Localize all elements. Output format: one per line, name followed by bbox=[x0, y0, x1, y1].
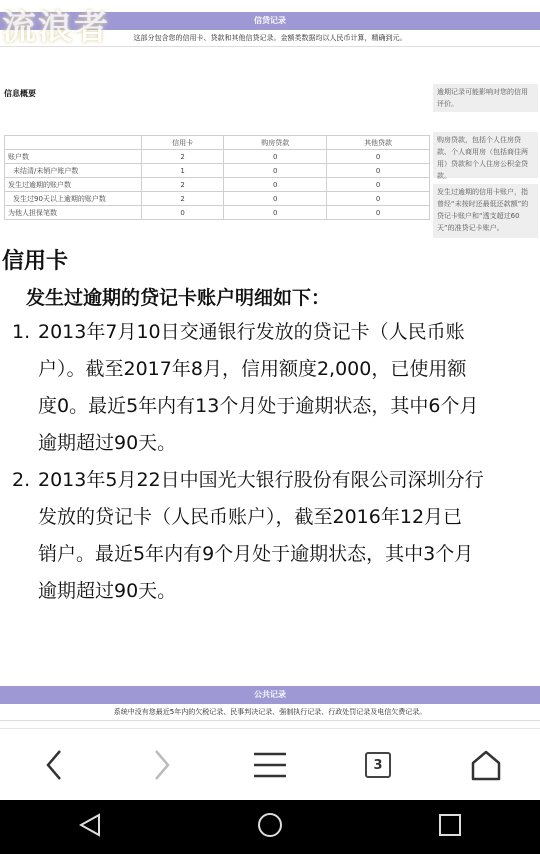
side-note-housing-loan: 购房贷款，包括个人住房贷款、个人商用房（包括商住两用）贷款和个人住房公积金贷款。 bbox=[433, 132, 538, 178]
list-item-line: 2013年5月22日中国光大银行股份有限公司深圳分行 bbox=[38, 469, 484, 491]
forward-arrow-icon bbox=[152, 748, 172, 782]
cell-value: 2 bbox=[142, 178, 224, 192]
menu-icon bbox=[253, 751, 287, 779]
row-label: 为他人担保笔数 bbox=[5, 206, 142, 220]
cell-value: 0 bbox=[224, 206, 327, 220]
side-note-overdue-accounts: 发生过逾期的信用卡账户，指曾经“未按时还最低还款额”的贷记卡账户和“透支超过60天”的准贷记卡账户。 bbox=[433, 184, 538, 238]
menu-button[interactable] bbox=[240, 735, 300, 795]
cell-value: 0 bbox=[327, 206, 430, 220]
side-note-overdue: 逾期记录可能影响对您的信用评价。 bbox=[433, 84, 538, 112]
public-records-banner: 公共记录 bbox=[0, 686, 540, 704]
nav-back-icon bbox=[77, 812, 103, 838]
overview-title: 信息概要 bbox=[4, 89, 36, 98]
watermark: 流浪者 bbox=[2, 8, 110, 48]
list-item-line: 销户。最近5年内有9个月处于逾期状态，其中3个月 bbox=[38, 543, 474, 565]
credit-records-note: 这部分包含您的信用卡、贷款和其他信贷记录。金额类数据均以人民币计算，精确到元。 bbox=[0, 30, 540, 47]
public-records-note: 系统中没有您最近5年内的欠税记录、民事判决记录、强制执行记录、行政处罚记录及电信欠费记录。 bbox=[0, 704, 540, 721]
row-label: 账户数 bbox=[5, 150, 142, 164]
row-label: 发生过逾期的账户数 bbox=[5, 178, 142, 192]
summary-header-cell: 信用卡 bbox=[142, 136, 224, 150]
list-item bbox=[38, 314, 534, 462]
summary-header-row bbox=[5, 136, 430, 150]
summary-header-cell bbox=[5, 136, 142, 150]
table-row bbox=[5, 178, 430, 192]
list-item-line: 2013年7月10日交通银行发放的贷记卡（人民币账 bbox=[38, 321, 465, 343]
list-item-line: 逾期超过90天。 bbox=[38, 432, 177, 454]
summary-header-cell: 购房贷款 bbox=[224, 136, 327, 150]
nav-recents-icon bbox=[437, 812, 463, 838]
list-item-line: 度0。最近5年内有13个月处于逾期状态，其中6个月 bbox=[38, 395, 479, 417]
cell-value: 0 bbox=[224, 164, 327, 178]
list-item-number: 2. bbox=[12, 469, 31, 491]
nav-back-button[interactable] bbox=[77, 812, 103, 842]
home-button[interactable] bbox=[456, 735, 516, 795]
cell-value: 0 bbox=[327, 192, 430, 206]
cell-value: 1 bbox=[142, 164, 224, 178]
credit-records-banner: 信贷记录 bbox=[0, 12, 540, 30]
tabs-icon: 3 bbox=[365, 752, 391, 778]
browser-toolbar bbox=[0, 728, 540, 801]
list-item-line: 发放的贷记卡（人民币账户），截至2016年12月已 bbox=[38, 506, 463, 528]
list-item-line: 逾期超过90天。 bbox=[38, 580, 177, 602]
summary-table bbox=[4, 135, 430, 220]
list-item-line: 户）。截至2017年8月，信用额度2,000，已使用额 bbox=[38, 358, 467, 380]
cell-value: 0 bbox=[142, 206, 224, 220]
row-label: 未结清/未销户账户数 bbox=[5, 164, 142, 178]
list-item-number: 1. bbox=[12, 321, 31, 343]
back-arrow-icon bbox=[44, 748, 64, 782]
nav-recents-button[interactable] bbox=[437, 812, 463, 842]
home-icon bbox=[470, 749, 502, 781]
cell-value: 2 bbox=[142, 150, 224, 164]
nav-home-icon bbox=[256, 811, 284, 839]
table-row bbox=[5, 164, 430, 178]
summary-header-cell: 其他贷款 bbox=[327, 136, 430, 150]
cell-value: 0 bbox=[327, 178, 430, 192]
row-label: 发生过90天以上逾期的账户数 bbox=[5, 192, 142, 206]
back-button[interactable] bbox=[24, 735, 84, 795]
cell-value: 0 bbox=[327, 164, 430, 178]
cell-value: 2 bbox=[142, 192, 224, 206]
system-nav-bar bbox=[0, 800, 540, 854]
cell-value: 0 bbox=[327, 150, 430, 164]
credit-card-section-title: 信用卡 bbox=[2, 249, 69, 274]
table-row bbox=[5, 150, 430, 164]
overdue-accounts-subtitle: 发生过逾期的贷记卡账户明细如下： bbox=[26, 287, 331, 309]
forward-button[interactable] bbox=[132, 735, 192, 795]
cell-value: 0 bbox=[224, 192, 327, 206]
tabs-button[interactable] bbox=[348, 735, 408, 795]
cell-value: 0 bbox=[224, 178, 327, 192]
list-item bbox=[38, 462, 534, 610]
nav-home-button[interactable] bbox=[256, 811, 284, 843]
table-row bbox=[5, 206, 430, 220]
table-row bbox=[5, 192, 430, 206]
cell-value: 0 bbox=[224, 150, 327, 164]
